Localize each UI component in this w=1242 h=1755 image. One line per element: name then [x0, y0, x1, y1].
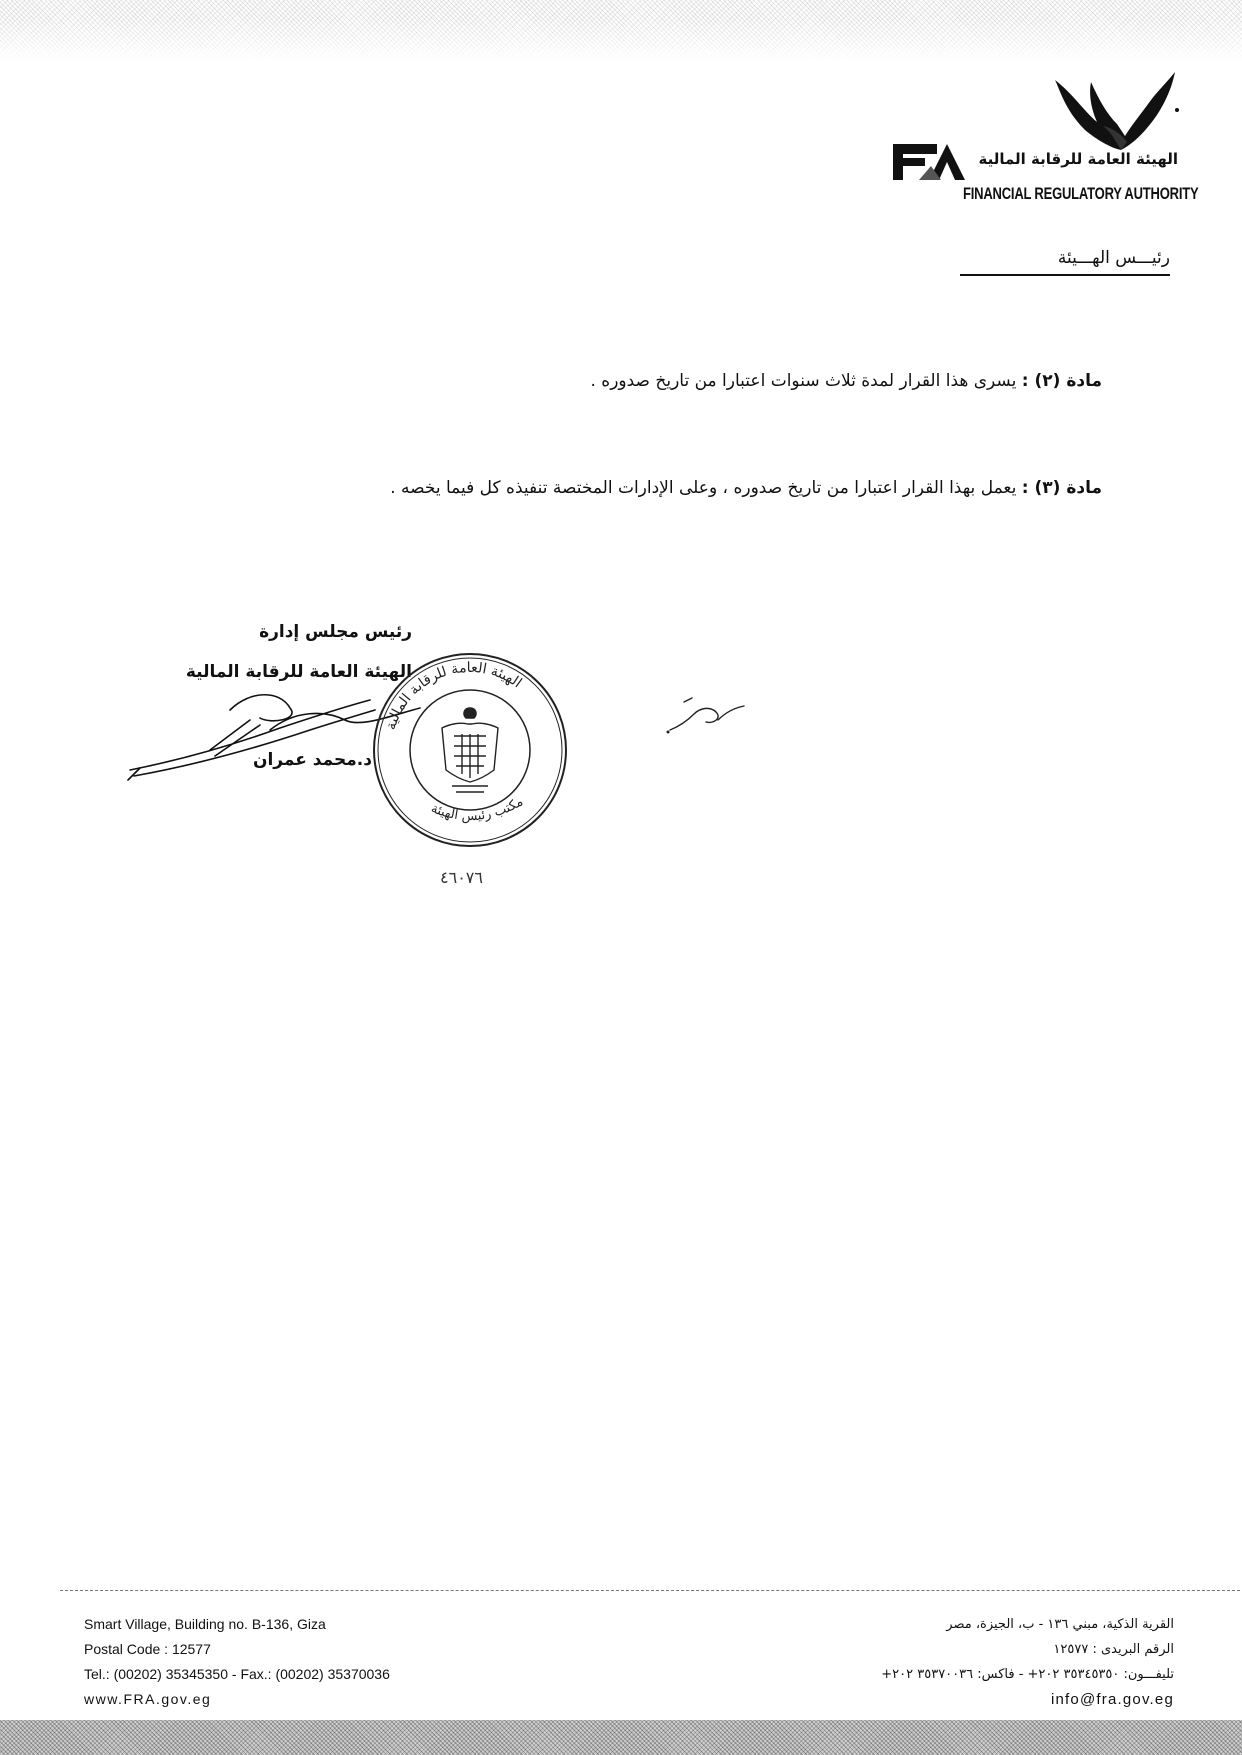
footer-postal-en: Postal Code : 12577 — [84, 1641, 211, 1657]
article-2-text: يسرى هذا القرار لمدة ثلاث سنوات اعتبارا من تاريخ صدوره . — [590, 371, 1017, 391]
footer-phone-ar: تليفـــون: ٣٥٣٤٥٣٥٠ ٢٠٢+ - فاكس: ٣٥٣٧٠٠٣٦ ٢٠٢+ — [881, 1667, 1174, 1682]
handwritten-initials — [660, 690, 750, 740]
article-3-head: مادة (٣) : — [1021, 478, 1102, 498]
eagle-emblem-icon — [442, 708, 498, 792]
article-2 — [590, 371, 1102, 391]
article-3-text: يعمل بهذا القرار اعتبارا من تاريخ صدوره ، وعلى الإدارات المختصة تنفيذه كل فيما يخصه . — [390, 478, 1017, 498]
signatory-title-line-2: الهيئة العامة للرقابة المالية — [185, 662, 412, 682]
official-seal — [370, 650, 570, 850]
footer-divider — [60, 1590, 1240, 1591]
footer-arabic — [881, 1612, 1174, 1712]
svg-text:الهيئة العامة للرقابة المالية — [383, 660, 525, 732]
footer-phone-en: Tel.: (00202) 35345350 - Fax.: (00202) 35370036 — [84, 1666, 390, 1682]
footer-address-ar: القرية الذكية، مبني ١٣٦ - ب، الجيزة، مصر — [946, 1617, 1174, 1632]
seal-bottom-text: مكتب رئيس الهيئة — [428, 794, 526, 825]
handwritten-number: ٤٦٠٧٦ — [440, 868, 483, 887]
office-title: رئيـــس الهـــيئة — [960, 248, 1170, 276]
seal-ring-text: الهيئة العامة للرقابة المالية — [382, 659, 525, 732]
footer-address-en: Smart Village, Building no. B-136, Giza — [84, 1616, 326, 1632]
footer-english — [84, 1612, 390, 1712]
svg-text:مكتب رئيس الهيئة — [429, 794, 526, 824]
scan-noise-bottom — [0, 1720, 1242, 1755]
signatory-name: د.محمد عمران — [252, 750, 372, 770]
logo-arabic-name: الهيئة العامة للرقابة المالية — [978, 150, 1178, 168]
footer-website-link[interactable]: www.FRA.gov.eg — [84, 1691, 212, 1707]
footer-email-link[interactable]: info@fra.gov.eg — [1050, 1691, 1174, 1708]
article-3 — [390, 478, 1102, 498]
scan-noise-top — [0, 0, 1242, 62]
footer-postal-ar: الرقم البريدى : ١٢٥٧٧ — [1053, 1642, 1174, 1657]
article-2-head: مادة (٢) : — [1021, 371, 1102, 391]
logo-english-name: FINANCIAL REGULATORY AUTHORITY — [963, 184, 1199, 203]
signatory-title-line-1: رئيس مجلس إدارة — [259, 622, 412, 642]
